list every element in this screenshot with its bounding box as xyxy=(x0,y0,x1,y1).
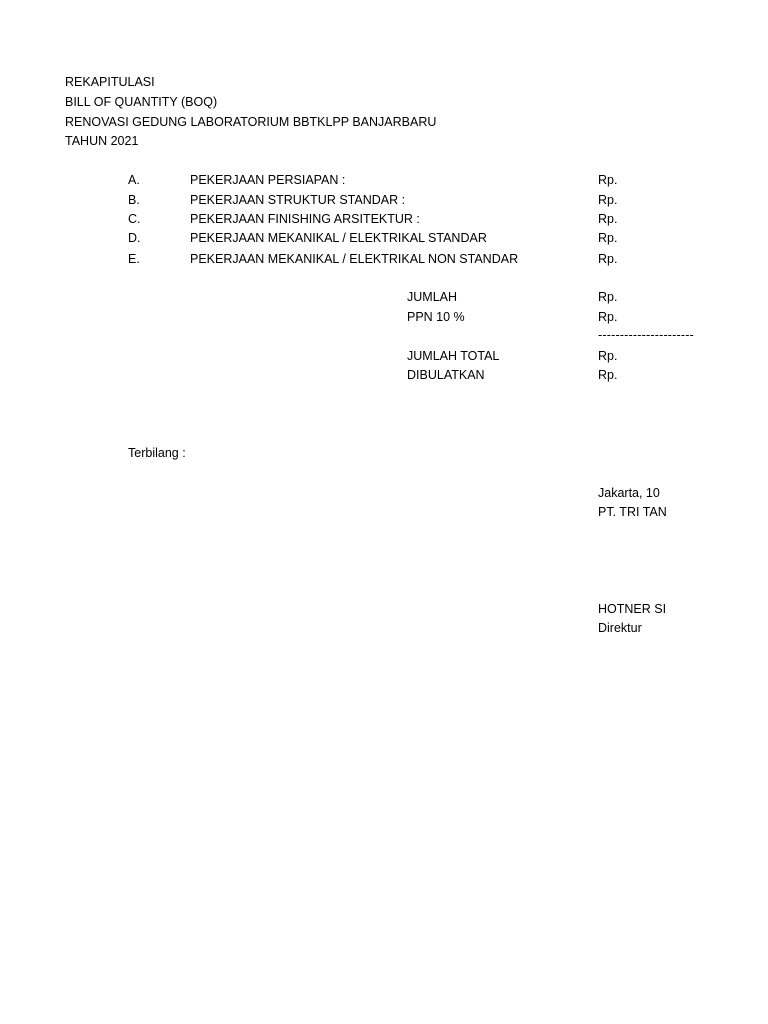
jumlah-currency: Rp. xyxy=(598,290,618,304)
item-label-d: PEKERJAAN MEKANIKAL / ELEKTRIKAL STANDAR xyxy=(190,231,487,245)
project-year: TAHUN 2021 xyxy=(65,134,139,148)
item-currency-d: Rp. xyxy=(598,231,618,245)
jumlah-total-label: JUMLAH TOTAL xyxy=(407,349,500,363)
signer-title: Direktur xyxy=(598,621,642,635)
jumlah-total-currency: Rp. xyxy=(598,349,618,363)
item-label-e: PEKERJAAN MEKANIKAL / ELEKTRIKAL NON STANDAR xyxy=(190,252,519,266)
ppn-currency: Rp. xyxy=(598,310,618,324)
signer-name: HOTNER SI xyxy=(598,602,667,616)
item-label-c: PEKERJAAN FINISHING ARSITEKTUR : xyxy=(190,212,420,226)
dibulatkan-currency: Rp. xyxy=(598,368,618,382)
item-code-d: D. xyxy=(128,231,141,245)
project-name: RENOVASI GEDUNG LABORATORIUM BBTKLPP BANJARBARU xyxy=(65,115,437,129)
dibulatkan-label: DIBULATKAN xyxy=(407,368,485,382)
item-label-a: PEKERJAAN PERSIAPAN : xyxy=(190,173,346,187)
total-separator: ---------------------- xyxy=(598,328,694,342)
terbilang-label: Terbilang : xyxy=(128,446,186,460)
item-code-a: A. xyxy=(128,173,140,187)
signature-company: PT. TRI TAN xyxy=(598,505,667,519)
item-currency-b: Rp. xyxy=(598,193,618,207)
item-code-c: C. xyxy=(128,212,141,226)
ppn-label: PPN 10 % xyxy=(407,310,465,324)
jumlah-label: JUMLAH xyxy=(407,290,458,304)
item-currency-e: Rp. xyxy=(598,252,618,266)
item-code-e: E. xyxy=(128,252,140,266)
item-currency-c: Rp. xyxy=(598,212,618,226)
signature-place-date: Jakarta, 10 xyxy=(598,486,660,500)
doc-subtitle: BILL OF QUANTITY (BOQ) xyxy=(65,95,218,109)
doc-title: REKAPITULASI xyxy=(65,75,155,89)
item-currency-a: Rp. xyxy=(598,173,618,187)
item-code-b: B. xyxy=(128,193,140,207)
item-label-b: PEKERJAAN STRUKTUR STANDAR : xyxy=(190,193,406,207)
